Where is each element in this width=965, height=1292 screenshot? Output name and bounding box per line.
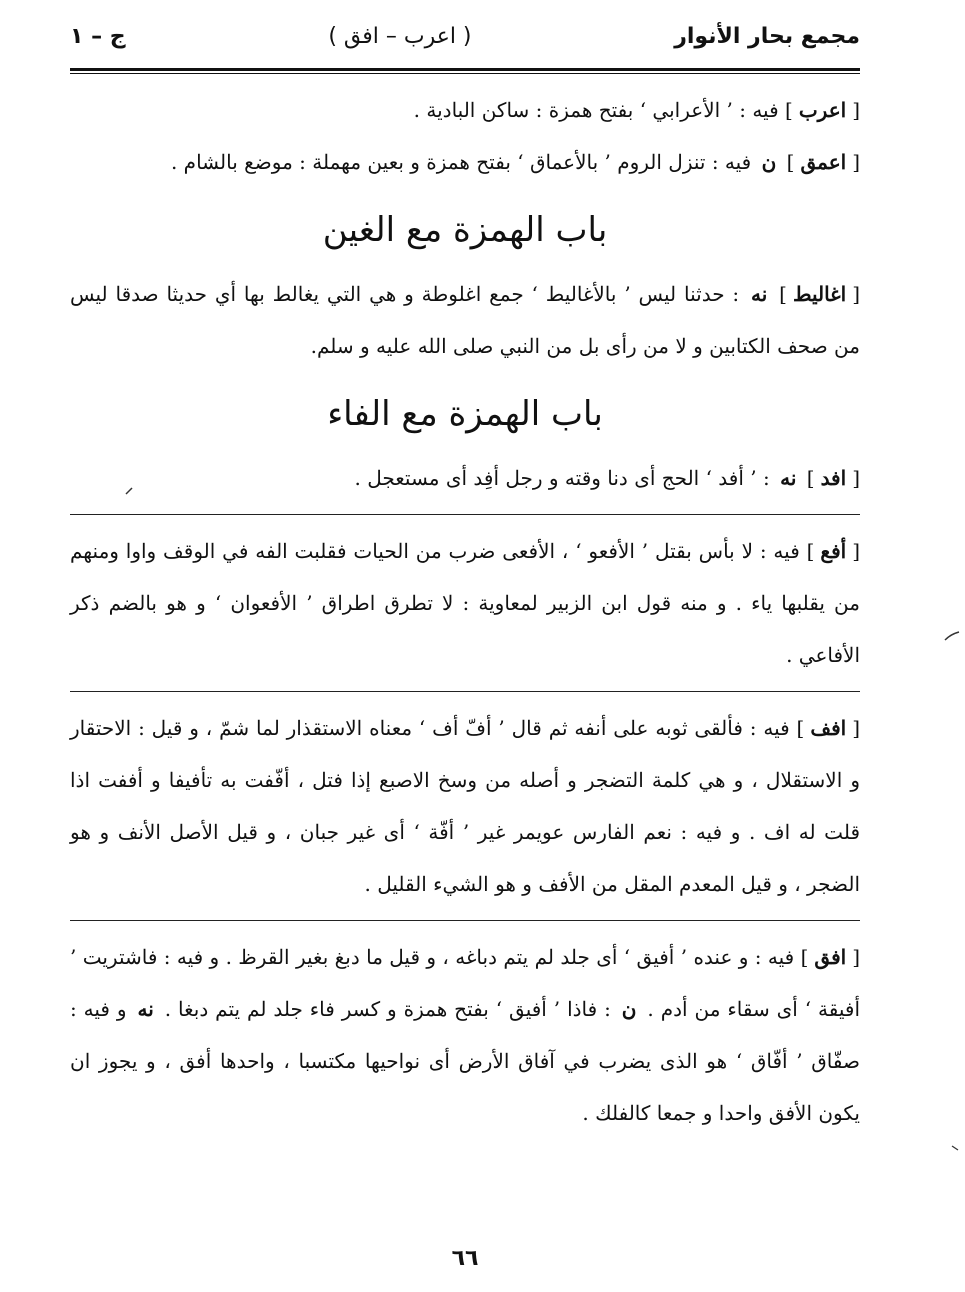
source-siglum: ن xyxy=(761,150,777,174)
entry-divider xyxy=(70,514,860,515)
open-bracket: [ xyxy=(852,98,860,122)
scan-mark xyxy=(952,1146,958,1150)
entries-range: ( اعرب – افق ) xyxy=(328,23,472,49)
entry-text: فيه : فألقى ثوبه على أنفه ثم قال ’ أفّ أف ‘ معناه الاستقذار لما شمّ ، و قيل : الاحتقار و الاستقلال ، و هي كلمة التضجر و أصله من وسخ الاصبع إذا فتل ، أفّفت به تأفيفا و أففت اذا قلت له اف . و فيه : نعم الفارس عويمر غير ’ أفّة ‘ أى غير جبان ، و قيل الأصل الأنف و هو الضجر ، و قيل المعدم المقل من الأفف و هو الشيء القليل . xyxy=(70,716,860,896)
entry-text: فيه : لا بأس بقتل ’ الأفعو ‘ ، الأفعى ضرب من الحيات فقلبت الفه في الوقف واوا ومنهم من يقلبها ياء . و منه قول ابن الزبير لمعاوية : لا تطرق اطراق ’ الأفعوان ‘ و هو بالضم ذكر الأفاعي . xyxy=(70,539,860,667)
entry-uff xyxy=(70,702,860,910)
entry-divider xyxy=(70,920,860,921)
entry-text: : حدثنا ليس ’ بالأغاليط ‘ جمع اغلوطة و هي التي يغالط بها أي حديثا صدقا ليس من صحف الكتابين و لا من رأى بل من النبي صلى الله عليه و سلم. xyxy=(70,282,860,358)
entry-text: فيه : و عنده ’ أفيق ‘ أى جلد لم يتم دباغه ، و قيل ما دبغ بغير القرظ . و فيه : فاشتريت ’ أفيقة ‘ أى سقاء من أدم . xyxy=(70,945,861,1021)
open-bracket: [ xyxy=(852,282,861,306)
scan-mark xyxy=(945,632,959,640)
entry-divider xyxy=(70,691,860,692)
source-siglum: نه xyxy=(137,997,154,1021)
running-header xyxy=(70,14,860,58)
close-bracket: ] xyxy=(779,282,787,306)
entry-headword: أفع xyxy=(820,539,847,563)
entry-text: : فاذا ’ أفيق ‘ بفتح همزة و كسر فاء جلد لم يتم دبغا . xyxy=(164,997,611,1021)
entry-text: فيه : تنزل الروم ’ بالأعماق ‘ بفتح همزة و بعين مهملة : موضع بالشام . xyxy=(170,150,752,174)
book-title: مجمع بحار الأنوار xyxy=(674,23,860,49)
chapter-heading-fa: باب الهمزة مع الفاء xyxy=(327,394,603,434)
close-bracket: ] xyxy=(800,945,809,969)
page-number: ٦٦ xyxy=(451,1246,479,1271)
open-bracket: [ xyxy=(852,466,860,490)
source-siglum: نه xyxy=(780,466,797,490)
close-bracket: ] xyxy=(806,539,815,563)
close-bracket: ] xyxy=(796,716,805,740)
entry-af-a xyxy=(70,525,860,681)
volume-number: ج – ۱ xyxy=(70,23,126,49)
close-bracket: ] xyxy=(786,150,795,174)
close-bracket: ] xyxy=(806,466,815,490)
page xyxy=(70,14,860,1274)
entry-text: : ’ أفد ‘ الحج أى دنا وقته و رجل أفِد أى مستعجل . xyxy=(354,466,770,490)
entry-text: فيه : ’ الأعرابي ‘ بفتح همزة : ساكن البادية . xyxy=(413,98,779,122)
entry-afaq xyxy=(70,931,860,1139)
source-siglum: ن xyxy=(621,997,637,1021)
source-siglum: نه xyxy=(751,282,768,306)
entry-headword: اعمق xyxy=(800,150,847,174)
header-rule-thin xyxy=(70,73,860,74)
entry-headword: اعرب xyxy=(798,98,847,122)
entry-headword: افق xyxy=(814,945,847,969)
page-body xyxy=(70,84,860,1139)
entry-text: و فيه : صفّاق ’ أفّاق ‘ هو الذى يضرب في آفاق الأرض أى نواحيها مكتسبا ، واحدها أفق ، و يجوز ان يكون الأفق واحدا و جمعا كالفلك . xyxy=(70,997,860,1125)
entry-a-rab xyxy=(70,84,860,136)
entry-afad xyxy=(70,452,860,504)
close-bracket: ] xyxy=(785,98,793,122)
open-bracket: [ xyxy=(852,945,861,969)
open-bracket: [ xyxy=(852,539,860,563)
header-rule-thick xyxy=(70,68,860,71)
open-bracket: [ xyxy=(852,150,860,174)
entry-a-maq xyxy=(70,136,860,188)
entry-headword: افد xyxy=(820,466,847,490)
entry-headword: اغاليط xyxy=(792,282,847,306)
entry-headword: افف xyxy=(810,716,847,740)
chapter-heading-ghain: باب الهمزة مع الغين xyxy=(322,210,608,250)
open-bracket: [ xyxy=(852,716,860,740)
entry-aghalit xyxy=(70,268,860,372)
